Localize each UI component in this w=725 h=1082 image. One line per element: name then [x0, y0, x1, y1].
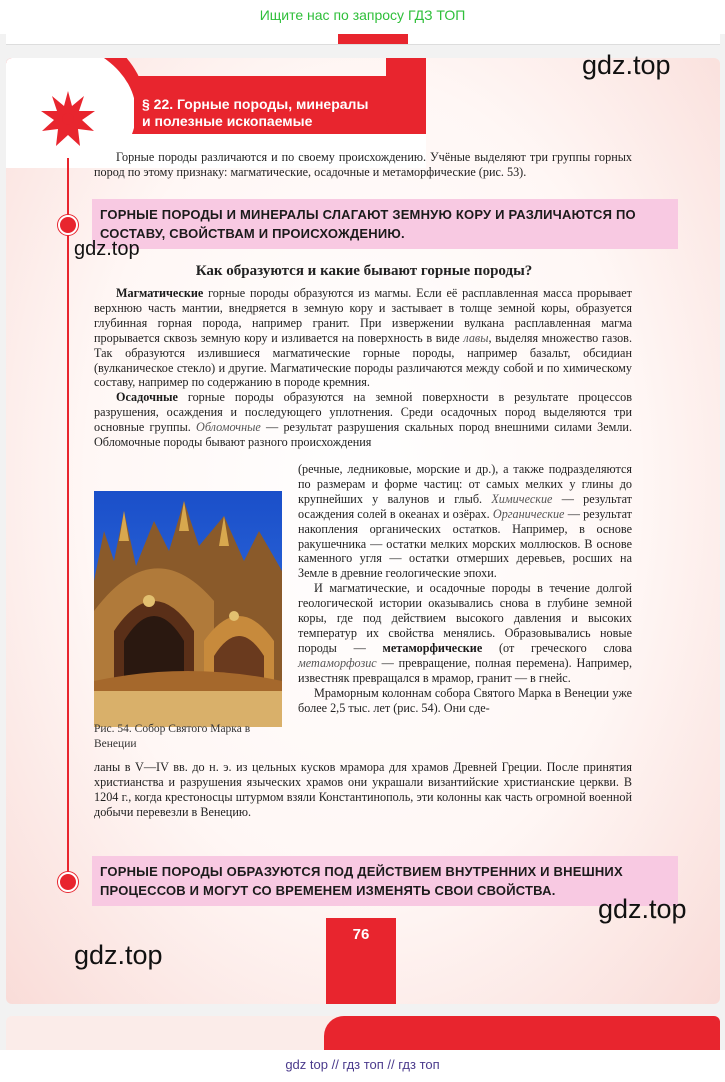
metamorphic-text-2: (от греческого слова — [482, 640, 633, 655]
metamorphic-text-1: И магматические, и осадочные породы в течение долгой геологической истории оказывались снова в глубине земной коры, где под действием высокого давления и высоких температур их свойства менялись. Образовывались новые породы — — [298, 581, 632, 655]
magmatic-text-1: горные породы образуются из магмы. Если её расплавленная масса прорывает верхнюю часть мантии, внедряется в земную кору и застывает в толще земной коры, образуется глубинная горная порода, например гранит. При извержении вулкана расплавленная магма прорывается сквозь земную кору и изливается на поверхность в виде — [94, 286, 632, 345]
search-hint-link[interactable]: Ищите нас по запросу ГДЗ ТОП — [259, 7, 466, 23]
textbook-page — [6, 58, 720, 1004]
st-mark-basilica-photo — [94, 491, 282, 727]
sedimentary-text-1: горные породы образуются на земной поверхности в результате процессов разрушения, осаждения и последующего уплотнения. Среди осадочных пород выделяются три основные группы. — [94, 390, 632, 435]
key-rule-box: ГОРНЫЕ ПОРОДЫ И МИНЕРАЛЫ СЛАГАЮТ ЗЕМНУЮ КОРУ И РАЗЛИЧАЮТСЯ ПО СОСТАВУ, СВОЙСТВАМ И ПРОИСХОЖДЕНИЮ. — [92, 199, 678, 249]
star-emblem-icon — [40, 91, 96, 147]
marble-continued-text: ланы в V—IV вв. до н. э. из цельных кусков мрамора для храмов Древней Греции. После принятия христианства и разрушения языческих храмов они украшали византийские христианские церкви. В 1204 г., когда крестоносцы штурмом взяли Константинополь, эти колонны как часть огромной военной добычи перевезли в Венецию. — [94, 760, 632, 819]
main-text — [94, 286, 632, 450]
organic-text: — результат накопления органических остатков. Например, в основе ракушечника — остатки мелких морских моллюсков. В основе каменного угля — остатки отмерших деревьев, росших на Земле в древние геологические эпохи. — [298, 506, 632, 581]
timeline-dot — [58, 872, 78, 892]
term-clastic: Обломочные — [196, 420, 261, 435]
wrapped-text — [298, 462, 632, 715]
footer-bar — [0, 1050, 725, 1082]
watermark: gdz.top — [74, 238, 140, 260]
previous-page-number-tab — [338, 34, 408, 44]
page-number: 76 — [352, 926, 370, 943]
watermark: gdz.top — [74, 940, 163, 970]
sedimentary-paragraph — [94, 390, 632, 450]
metamorphic-paragraph — [298, 581, 632, 685]
chemical-text: — результат осаждения солей в океанах и озёрах. — [298, 491, 632, 521]
magmatic-paragraph — [94, 286, 632, 390]
watermark: gdz.top — [582, 50, 671, 80]
previous-page-edge — [6, 34, 720, 45]
term-metamorphosis: метаморфозис — [298, 655, 377, 670]
watermark: gdz.top — [598, 894, 687, 924]
top-banner — [0, 0, 725, 34]
margin-timeline-line — [67, 158, 69, 888]
clastic-details: (речные, ледниковые, морские и др.), а также подразделяются по размерам и форме частиц: от самых мелких у глины до крупнейших у валунов и глыб. — [298, 462, 632, 506]
term-metamorphic: метаморфические — [382, 640, 483, 655]
subheading: Как образуются и какие бывают горные породы? — [195, 263, 533, 279]
metamorphic-text-3: — превращение, полная перемена). Например, известняк превращался в мрамор, гранит — в гнейс. — [298, 655, 632, 685]
term-lava: лавы — [463, 330, 489, 345]
marble-paragraph-continued — [94, 760, 632, 820]
timeline-dot — [58, 215, 78, 235]
term-chemical: Химические — [491, 491, 553, 506]
term-organic: Органические — [492, 506, 565, 521]
marble-paragraph: Мраморным колоннам собора Святого Марка в Венеции уже более 2,5 тыс. лет (рис. 54). Они сде- — [298, 685, 632, 715]
term-sedimentary: Осадочные — [116, 390, 178, 405]
sedimentary-text-2: — результат разрушения скальных пород внешними силами Земли. Обломочные породы бывают разного происхождения — [94, 420, 632, 450]
figure-caption: Рис. 54. Собор Святого Марка в Венеции — [94, 723, 251, 750]
key-rule-box: ГОРНЫЕ ПОРОДЫ ОБРАЗУЮТСЯ ПОД ДЕЙСТВИЕМ ВНУТРЕННИХ И ВНЕШНИХ ПРОЦЕССОВ И МОГУТ СО ВРЕМЕНЕМ ИЗМЕНЯТЬ СВОИ СВОЙСТВА. — [92, 856, 678, 906]
section-title-line1: § 22. Горные породы, минералы — [142, 96, 369, 112]
intro-paragraph: Горные породы различаются и по своему происхождению. Учёные выделяют три группы горных пород по этому признаку: магматические, осадочные и метаморфические (рис. 53). — [94, 150, 632, 179]
footer-links[interactable]: gdz top // гдз топ // гдз топ — [285, 1057, 440, 1072]
sedimentary-continued — [298, 462, 632, 581]
term-magmatic: Магматические — [116, 286, 204, 300]
section-title — [142, 96, 402, 130]
section-title-line2: и полезные ископаемые — [142, 113, 313, 129]
magmatic-text-2: , выделяя множество газов. Так образуются излившиеся магматические горные породы, например базальт, обсидиан (вулканическое стекло) и другие. Магматические породы различаются между собой и по химическому составу, например по содержанию в породе кремния. — [94, 330, 632, 390]
